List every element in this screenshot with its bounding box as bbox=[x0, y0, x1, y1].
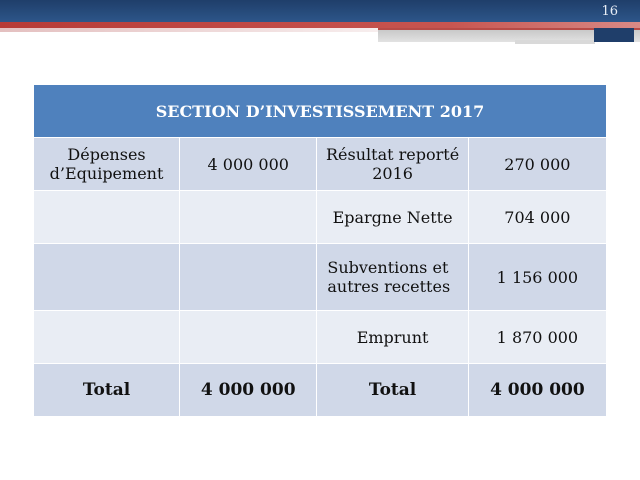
depense-value-cell bbox=[180, 311, 317, 364]
table-row bbox=[34, 311, 607, 364]
depense-label-cell: Dépenses d’Equipement bbox=[34, 138, 180, 191]
total-recette-label: Total bbox=[317, 364, 468, 417]
total-recette-value: 4 000 000 bbox=[468, 364, 606, 417]
header-blue-tab bbox=[594, 28, 634, 42]
recette-value-cell: 704 000 bbox=[468, 191, 606, 244]
recette-value-cell: 270 000 bbox=[468, 138, 606, 191]
table-row bbox=[34, 244, 607, 311]
recette-label-cell: Emprunt bbox=[317, 311, 468, 364]
total-depense-label: Total bbox=[34, 364, 180, 417]
recette-label-cell: Résultat reporté 2016 bbox=[317, 138, 468, 191]
depense-label-cell bbox=[34, 311, 180, 364]
recette-label-cell: Subventions et autres recettes bbox=[317, 244, 468, 311]
depense-value-cell bbox=[180, 244, 317, 311]
depense-label-cell bbox=[34, 191, 180, 244]
recette-label-cell: Epargne Nette bbox=[317, 191, 468, 244]
recette-value-cell: 1 870 000 bbox=[468, 311, 606, 364]
total-depense-value: 4 000 000 bbox=[180, 364, 317, 417]
recette-value-cell: 1 156 000 bbox=[468, 244, 606, 311]
table-header-row bbox=[34, 85, 607, 138]
table-row bbox=[34, 138, 607, 191]
table-total-row bbox=[34, 364, 607, 417]
depense-value-cell: 4 000 000 bbox=[180, 138, 317, 191]
header-gray-step-small bbox=[515, 40, 595, 44]
investment-table bbox=[33, 84, 607, 417]
depense-value-cell bbox=[180, 191, 317, 244]
table-title: SECTION D’INVESTISSEMENT 2017 bbox=[34, 85, 607, 138]
depense-label-cell bbox=[34, 244, 180, 311]
header-banner bbox=[0, 0, 640, 22]
table-row bbox=[34, 191, 607, 244]
page-number: 16 bbox=[601, 4, 618, 19]
